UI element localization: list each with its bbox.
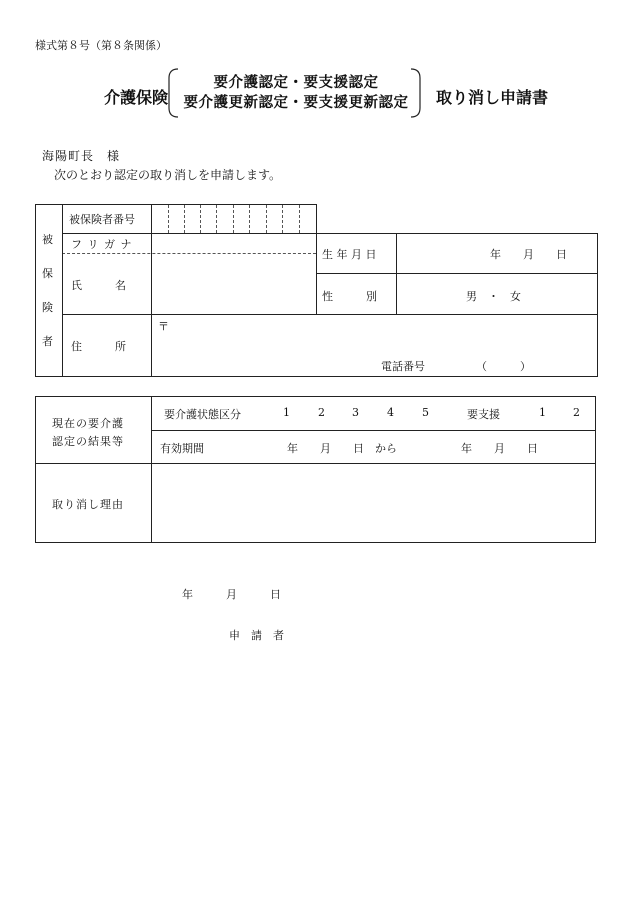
care-level-5: 5 [422, 406, 429, 419]
title-right: 取り消し申請書 [436, 88, 549, 107]
intro-text: 次のとおり認定の取り消しを申請します。 [54, 168, 282, 182]
support-level-1: 1 [539, 406, 546, 419]
applicant-label: 申 請 者 [229, 629, 284, 642]
insured-number-label: 被保険者番号 [69, 213, 135, 226]
care-level-4: 4 [387, 406, 394, 419]
postal-mark: 〒 [158, 320, 169, 333]
birth-label: 生 年 月 日 [322, 248, 377, 261]
right-bracket [409, 68, 423, 118]
form-number: 様式第８号（第８条関係） [35, 39, 167, 52]
period-label: 有効期間 [160, 442, 204, 455]
sex-value: 男 ・ 女 [466, 290, 521, 303]
support-label: 要支援 [467, 408, 500, 421]
furigana-label: フ リ ガ ナ [71, 238, 133, 251]
period-from: 年 月 日 から [287, 442, 397, 455]
current-label-line1: 現在の要介護 [52, 417, 124, 430]
side-label-char-1: 被 [42, 233, 53, 246]
name-label: 氏 名 [71, 279, 126, 292]
care-level-label: 要介護状態区分 [164, 408, 241, 421]
title-middle-line1: 要介護認定・要支援認定 [213, 74, 379, 91]
sex-label: 性 別 [322, 290, 377, 303]
footer-date: 年 月 日 [182, 588, 281, 601]
side-label-char-4: 者 [42, 335, 53, 348]
side-label-char-2: 保 [42, 267, 53, 280]
addressee: 海陽町長 様 [42, 149, 121, 163]
title-middle-line2: 要介護更新認定・要支援更新認定 [183, 94, 409, 111]
side-label-char-3: 険 [42, 301, 53, 314]
title-left: 介護保険 [104, 88, 169, 107]
period-to: 年 月 日 [461, 442, 538, 455]
care-level-1: 1 [283, 406, 290, 419]
phone-paren: （ ） [476, 360, 531, 373]
current-label-line2: 認定の結果等 [52, 435, 124, 448]
care-level-2: 2 [318, 406, 325, 419]
reason-label: 取り消し理由 [52, 498, 124, 511]
care-level-3: 3 [352, 406, 359, 419]
phone-label: 電話番号 [381, 360, 425, 373]
support-level-2: 2 [573, 406, 580, 419]
birth-value: 年 月 日 [490, 248, 567, 261]
address-label: 住 所 [71, 340, 126, 353]
